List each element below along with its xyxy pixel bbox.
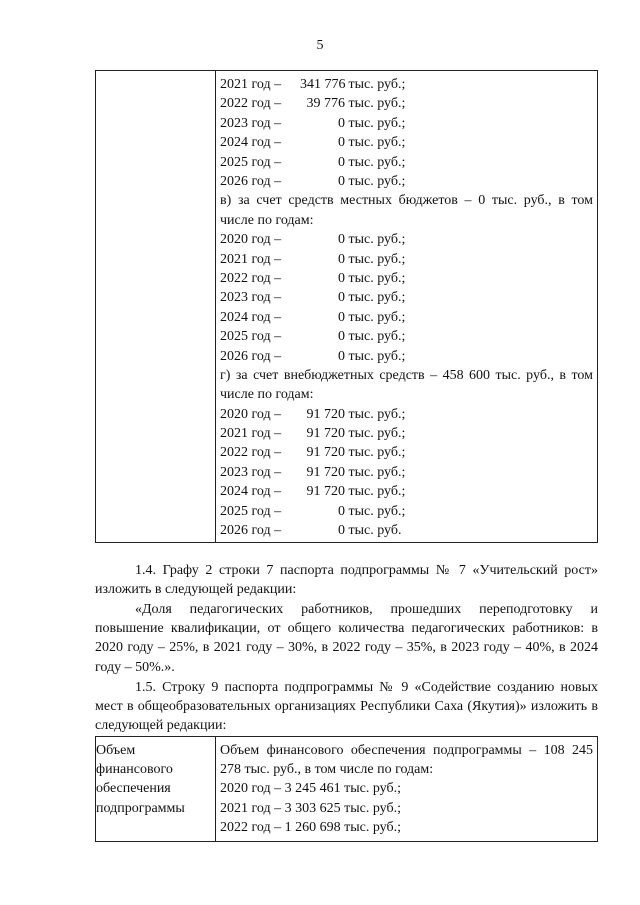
local-budget-line (220, 269, 593, 288)
funding-label-line: финансового (96, 762, 173, 778)
amount-value: 0 (338, 232, 345, 248)
year-label: 2022 год – (220, 270, 282, 286)
funding-year-line: 2022 год – 1 260 698 тыс. руб.; (220, 819, 401, 835)
unit-label: тыс. руб.; (345, 251, 406, 267)
year-label: 2021 год – (220, 77, 282, 92)
unit-label: тыс. руб.; (345, 484, 406, 500)
unit-label: тыс. руб.; (345, 115, 406, 131)
unit-label: тыс. руб.; (345, 154, 406, 170)
funding-year-line: 2021 год – 3 303 625 тыс. руб.; (220, 800, 401, 816)
amount-value: 0 (338, 329, 345, 345)
funding-intro: Объем финансового обеспечения подпрограммы – 108 245 278 тыс. руб., в том числе по годам: (220, 743, 593, 778)
funding-table-continued (95, 70, 598, 543)
extrabudget-line (220, 443, 593, 462)
year-label: 2021 год – (220, 251, 282, 267)
funding-table-subprogram-9 (95, 736, 598, 842)
amount-value: 39 776 (306, 96, 345, 112)
local-budget-line (220, 308, 593, 327)
paragraph-1-4-quote: «Доля педагогических работников, прошедших переподготовку и повышение квалификации, от общего количества педагогических работников: в 2020 году – 25%, в 2021 году – 30%, в 2022 году – 35%, в 2023 году – 40%, в 2024 году – 50%.». (95, 602, 598, 675)
amount-value: 0 (338, 154, 345, 170)
paragraph-1-4: 1.4. Графу 2 строки 7 паспорта подпрограммы № 7 «Учительский рост» изложить в следующей редакции: (95, 563, 598, 598)
extrabudget-line (220, 521, 593, 540)
year-label: 2025 год – (220, 503, 282, 519)
empty-label-cell (96, 71, 216, 543)
unit-label: тыс. руб.; (345, 173, 406, 189)
local-budget-line (220, 347, 593, 366)
amount-value: 0 (338, 290, 345, 306)
unit-label: тыс. руб.; (345, 503, 406, 519)
local-budget-years (220, 230, 593, 366)
extrabudget-line (220, 405, 593, 424)
funding-label-cell (96, 737, 216, 842)
year-label: 2020 год – (220, 406, 282, 422)
funding-label-line: обеспечения (96, 781, 171, 797)
year-label: 2026 год – (220, 523, 282, 539)
funding-details-cell (216, 71, 598, 543)
local-budget-line (220, 230, 593, 249)
amount-value: 91 720 (306, 464, 345, 480)
amount-value: 0 (338, 173, 345, 189)
unit-label: тыс. руб.; (345, 309, 406, 325)
regional-budget-line (220, 114, 593, 133)
amount-value: 91 720 (306, 484, 345, 500)
year-label: 2021 год – (220, 426, 282, 442)
year-label: 2022 год – (220, 445, 282, 461)
amount-value: 341 776 (300, 77, 346, 92)
extrabudget-line (220, 482, 593, 501)
local-budget-heading: в) за счет средств местных бюджетов – 0 тыс. руб., в том числе по годам: (220, 193, 593, 228)
local-budget-line (220, 250, 593, 269)
amount-value: 91 720 (306, 406, 345, 422)
unit-label: тыс. руб.; (345, 270, 406, 286)
extrabudget-heading: г) за счет внебюджетных средств – 458 600 тыс. руб., в том числе по годам: (220, 367, 593, 403)
year-label: 2025 год – (220, 329, 282, 345)
regional-budget-line (220, 172, 593, 191)
amount-value: 0 (338, 135, 345, 151)
local-budget-line (220, 327, 593, 346)
year-label: 2024 год – (220, 309, 282, 325)
unit-label: тыс. руб.; (345, 426, 406, 442)
year-label: 2023 год – (220, 464, 282, 480)
unit-label: тыс. руб.; (345, 406, 406, 422)
regional-budget-line (220, 75, 593, 94)
amount-value: 0 (338, 251, 345, 267)
amount-value: 0 (338, 523, 345, 539)
funding-year-line: 2020 год – 3 245 461 тыс. руб.; (220, 781, 401, 797)
year-label: 2025 год – (220, 154, 282, 170)
extrabudget-years (220, 405, 593, 541)
funding-label-line: подпрограммы (96, 800, 185, 816)
unit-label: тыс. руб.; (345, 232, 406, 248)
year-label: 2022 год – (220, 96, 282, 112)
amount-value: 0 (338, 503, 345, 519)
amount-value: 0 (338, 115, 345, 131)
year-label: 2024 год – (220, 135, 282, 151)
unit-label: тыс. руб.; (345, 445, 406, 461)
regional-budget-line (220, 153, 593, 172)
unit-label: тыс. руб. (345, 523, 402, 539)
page-number: 5 (316, 38, 324, 53)
funding-label-line: Объем (96, 743, 136, 758)
unit-label: тыс. руб.; (345, 290, 406, 306)
amount-value: 91 720 (306, 445, 345, 461)
amount-value: 0 (338, 270, 345, 286)
regional-budget-years (220, 75, 593, 191)
unit-label: тыс. руб.; (345, 77, 406, 92)
extrabudget-line (220, 463, 593, 482)
regional-budget-line (220, 133, 593, 152)
year-label: 2020 год – (220, 232, 282, 248)
funding-content-cell (216, 737, 598, 842)
unit-label: тыс. руб.; (345, 329, 406, 345)
regional-budget-line (220, 94, 593, 113)
amount-value: 0 (338, 309, 345, 325)
year-label: 2023 год – (220, 290, 282, 306)
paragraph-1-5: 1.5. Строку 9 паспорта подпрограммы № 9 «Содействие созданию новых мест в общеобразовательных организациях Республики Саха (Якутия)» изложить в следующей редакции: (95, 680, 598, 734)
local-budget-line (220, 288, 593, 307)
year-label: 2026 год – (220, 173, 282, 189)
amount-value: 0 (338, 348, 345, 364)
unit-label: тыс. руб.; (345, 96, 406, 112)
unit-label: тыс. руб.; (345, 348, 406, 364)
extrabudget-line (220, 502, 593, 521)
unit-label: тыс. руб.; (345, 464, 406, 480)
extrabudget-line (220, 424, 593, 443)
amount-value: 91 720 (306, 426, 345, 442)
year-label: 2023 год – (220, 115, 282, 131)
year-label: 2024 год – (220, 484, 282, 500)
unit-label: тыс. руб.; (345, 135, 406, 151)
year-label: 2026 год – (220, 348, 282, 364)
